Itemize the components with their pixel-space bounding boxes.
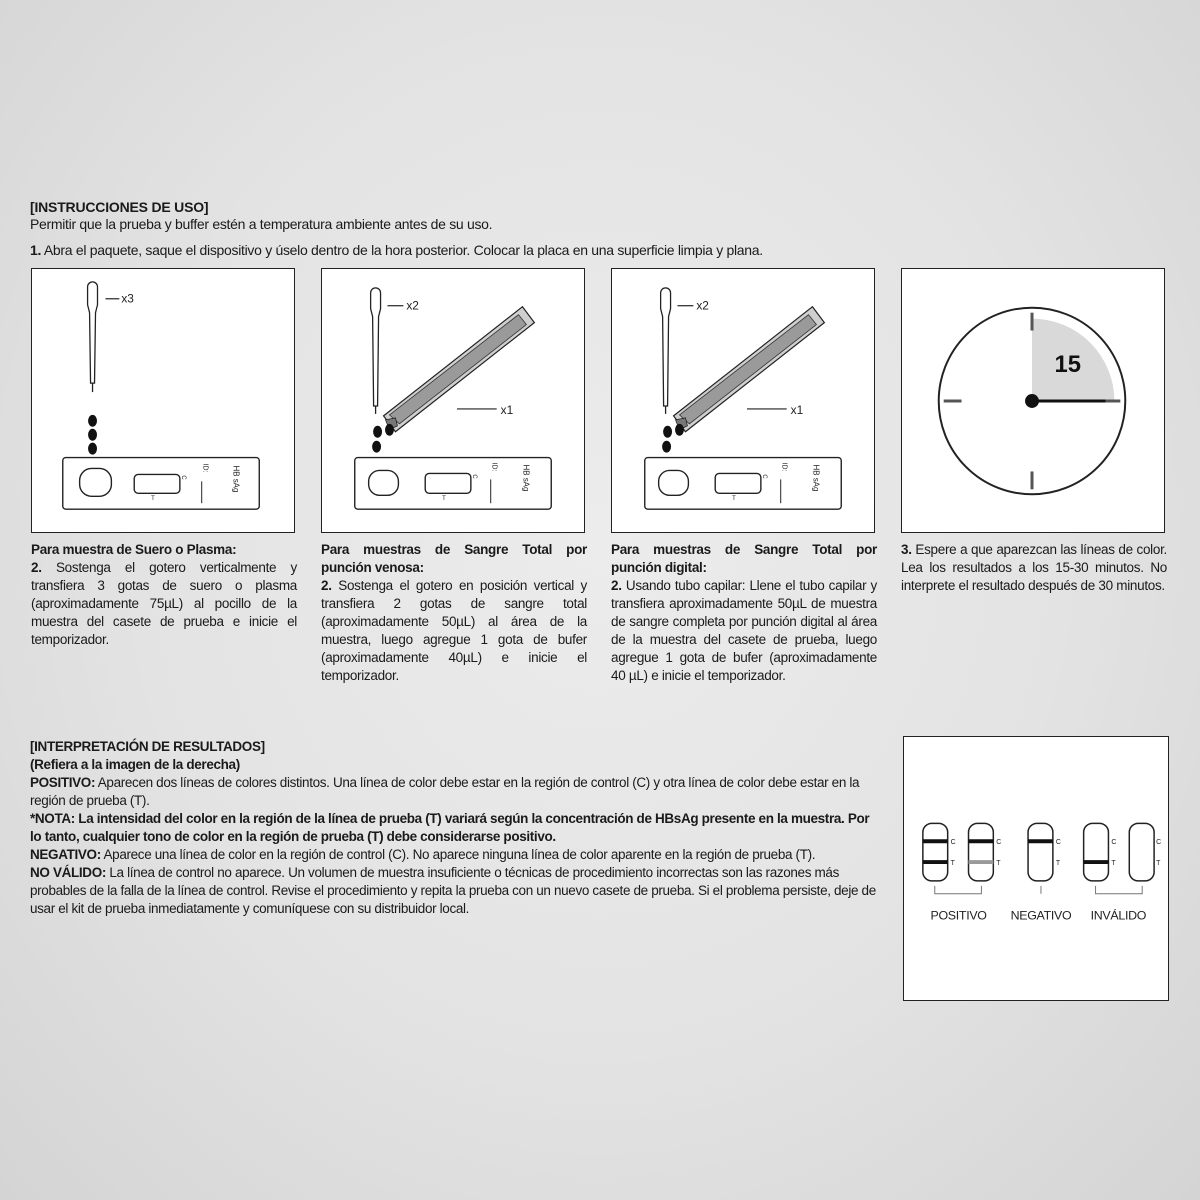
dropper-count: x2 xyxy=(406,298,419,313)
panel-fingerstick-blood xyxy=(611,268,875,533)
cassette-c-label: C xyxy=(179,475,186,480)
panel-serum-plasma xyxy=(31,268,295,533)
strip-t-label: T xyxy=(1055,860,1061,868)
strip-t-label: T xyxy=(950,860,955,868)
invalid-strip-icon xyxy=(1084,823,1117,881)
dropper-icon xyxy=(88,282,98,392)
instructions-heading: [INSTRUCCIONES DE USO] xyxy=(30,199,209,215)
invalid-text: La línea de control no aparece. Un volumen de muestra insuficiente o técnicas de procedimiento incorrectas son las razones más probables de la falla de la línea de control. Revise el procedimiento y repita la prueba con un nuevo casete de prueba. Si el problema persiste, deje de usar el kit de prueba inmediatamente y comuníquese con su distribuidor local. xyxy=(30,865,876,916)
strip-c-label: C xyxy=(1111,839,1117,847)
caption-number: 3. xyxy=(901,542,912,557)
strip-c-label: C xyxy=(996,839,1002,847)
panel-timer xyxy=(901,268,1165,533)
caption-number: 2. xyxy=(611,578,622,593)
test-cassette-icon xyxy=(63,458,259,510)
test-cassette-icon xyxy=(355,458,552,510)
drops-icon xyxy=(662,424,684,453)
step-1 xyxy=(30,242,763,258)
dropper-icon xyxy=(661,288,671,414)
strip-c-label: C xyxy=(950,839,956,847)
cassette-c-label: C xyxy=(760,474,767,479)
positive-paragraph xyxy=(30,774,880,810)
strip-c-label: C xyxy=(1055,839,1061,847)
serum-plasma-illustration xyxy=(32,269,294,532)
cassette-c-label: C xyxy=(470,474,477,479)
caption-title: Para muestra de Suero o Plasma: xyxy=(31,542,237,557)
results-heading: [INTERPRETACIÓN DE RESULTADOS] xyxy=(30,739,265,754)
invalid-label: NO VÁLIDO: xyxy=(30,865,106,880)
strip-t-label: T xyxy=(1111,860,1116,868)
invalid-paragraph xyxy=(30,864,880,918)
results-subheading: (Refiera a la imagen de la derecha) xyxy=(30,757,240,772)
positive-strip-icon xyxy=(923,823,956,881)
timer-illustration xyxy=(902,269,1164,532)
caption-title: Para muestras de Sangre Total por punción digital: xyxy=(611,542,877,575)
cassette-t-label: T xyxy=(442,496,446,503)
caption-text: Usando tubo capilar: Llene el tubo capilar y transfiera aproximadamente 50µL de muestra de sangre completa por punción digital al área de la muestra del casete de prueba, luego agregue 1 gota de bufer (aproximadamente 40 µL) e inicie el temporizador. xyxy=(611,578,877,683)
negative-strip-icon xyxy=(1028,823,1061,881)
dropper-icon xyxy=(371,288,381,414)
note-text: *NOTA: La intensidad del color en la región de la línea de prueba (T) variará según la concentración de HBsAg presente en la muestra. Por lo tanto, cualquier tono de color en la región de prueba (T) debe considerarse positivo. xyxy=(30,811,870,844)
drops-icon xyxy=(88,415,97,455)
strip-c-label: C xyxy=(1156,839,1162,847)
buffer-count: x1 xyxy=(790,402,804,417)
caption-number: 2. xyxy=(321,578,332,593)
venous-blood-illustration xyxy=(322,269,584,532)
caption-serum-plasma xyxy=(31,541,297,649)
cassette-t-label: T xyxy=(151,496,155,503)
cassette-id-label: ID: xyxy=(201,463,209,473)
dropper-count: x2 xyxy=(696,298,709,313)
drops-icon xyxy=(372,424,394,453)
invalid-legend-label: INVÁLIDO xyxy=(1090,908,1147,923)
step-1-number: 1. xyxy=(30,242,42,258)
results-section xyxy=(30,738,880,918)
negative-paragraph xyxy=(30,846,880,864)
caption-text: Sostenga el gotero en posición vertical y transfiera 2 gotas de sangre total (aproximadamente 50µL) al área de la muestra, luego agregue 1 gota de bufer (aproximadamente 40µL) e inicie el temporizador. xyxy=(321,578,587,683)
cassette-name-label: HB sAg xyxy=(521,464,531,492)
positive-faint-strip-icon xyxy=(969,823,1002,881)
buffer-count: x1 xyxy=(500,402,514,417)
panel-venous-blood xyxy=(321,268,585,533)
cassette-name-label: HB sAg xyxy=(231,465,241,493)
caption-title: Para muestras de Sangre Total por punción venosa: xyxy=(321,542,587,575)
step-1-text: Abra el paquete, saque el dispositivo y úselo dentro de la hora posterior. Colocar la placa en una superficie limpia y plana. xyxy=(41,242,763,258)
timer-value: 15 xyxy=(1054,351,1081,379)
caption-venous-blood xyxy=(321,541,587,685)
instructions-intro: Permitir que la prueba y buffer estén a temperatura ambiente antes de su uso. xyxy=(30,216,493,232)
negative-legend-label: NEGATIVO xyxy=(1010,908,1072,923)
cassette-t-label: T xyxy=(732,496,736,503)
negative-text: Aparece una línea de color en la región de control (C). No aparece ninguna línea de color aparente en la región de prueba (T). xyxy=(100,847,816,862)
results-legend-panel xyxy=(903,736,1169,1001)
fingerstick-blood-illustration xyxy=(612,269,874,532)
cassette-name-label: HB sAg xyxy=(811,464,821,492)
test-cassette-icon xyxy=(645,458,842,510)
strip-t-label: T xyxy=(1156,860,1161,868)
caption-timer xyxy=(901,541,1167,595)
negative-label: NEGATIVO: xyxy=(30,847,101,862)
caption-text: Sostenga el gotero verticalmente y transfiera 3 gotas de suero o plasma (aproximadamente 75µL) al pocillo de la muestra del casete de prueba e inicie el temporizador. xyxy=(31,560,297,647)
caption-text: Espere a que aparezcan las líneas de color. Lea los resultados a los 15-30 minutos. No interprete el resultado después de 30 minutos. xyxy=(901,542,1167,593)
positive-text: Aparecen dos líneas de colores distintos. Una línea de color debe estar en la región de control (C) y otra línea de color debe estar en la región de prueba (T). xyxy=(30,775,860,808)
positive-label: POSITIVO: xyxy=(30,775,96,790)
caption-number: 2. xyxy=(31,560,42,575)
strip-t-label: T xyxy=(996,860,1001,868)
legend-brackets xyxy=(935,886,1142,894)
results-legend-illustration xyxy=(904,737,1168,1000)
dropper-count: x3 xyxy=(121,291,134,306)
clock-icon xyxy=(939,308,1126,495)
positive-legend-label: POSITIVO xyxy=(930,908,987,923)
cassette-id-label: ID: xyxy=(490,462,498,472)
cassette-id-label: ID: xyxy=(780,462,788,472)
invalid-empty-strip-icon xyxy=(1129,823,1161,881)
caption-fingerstick-blood xyxy=(611,541,877,685)
